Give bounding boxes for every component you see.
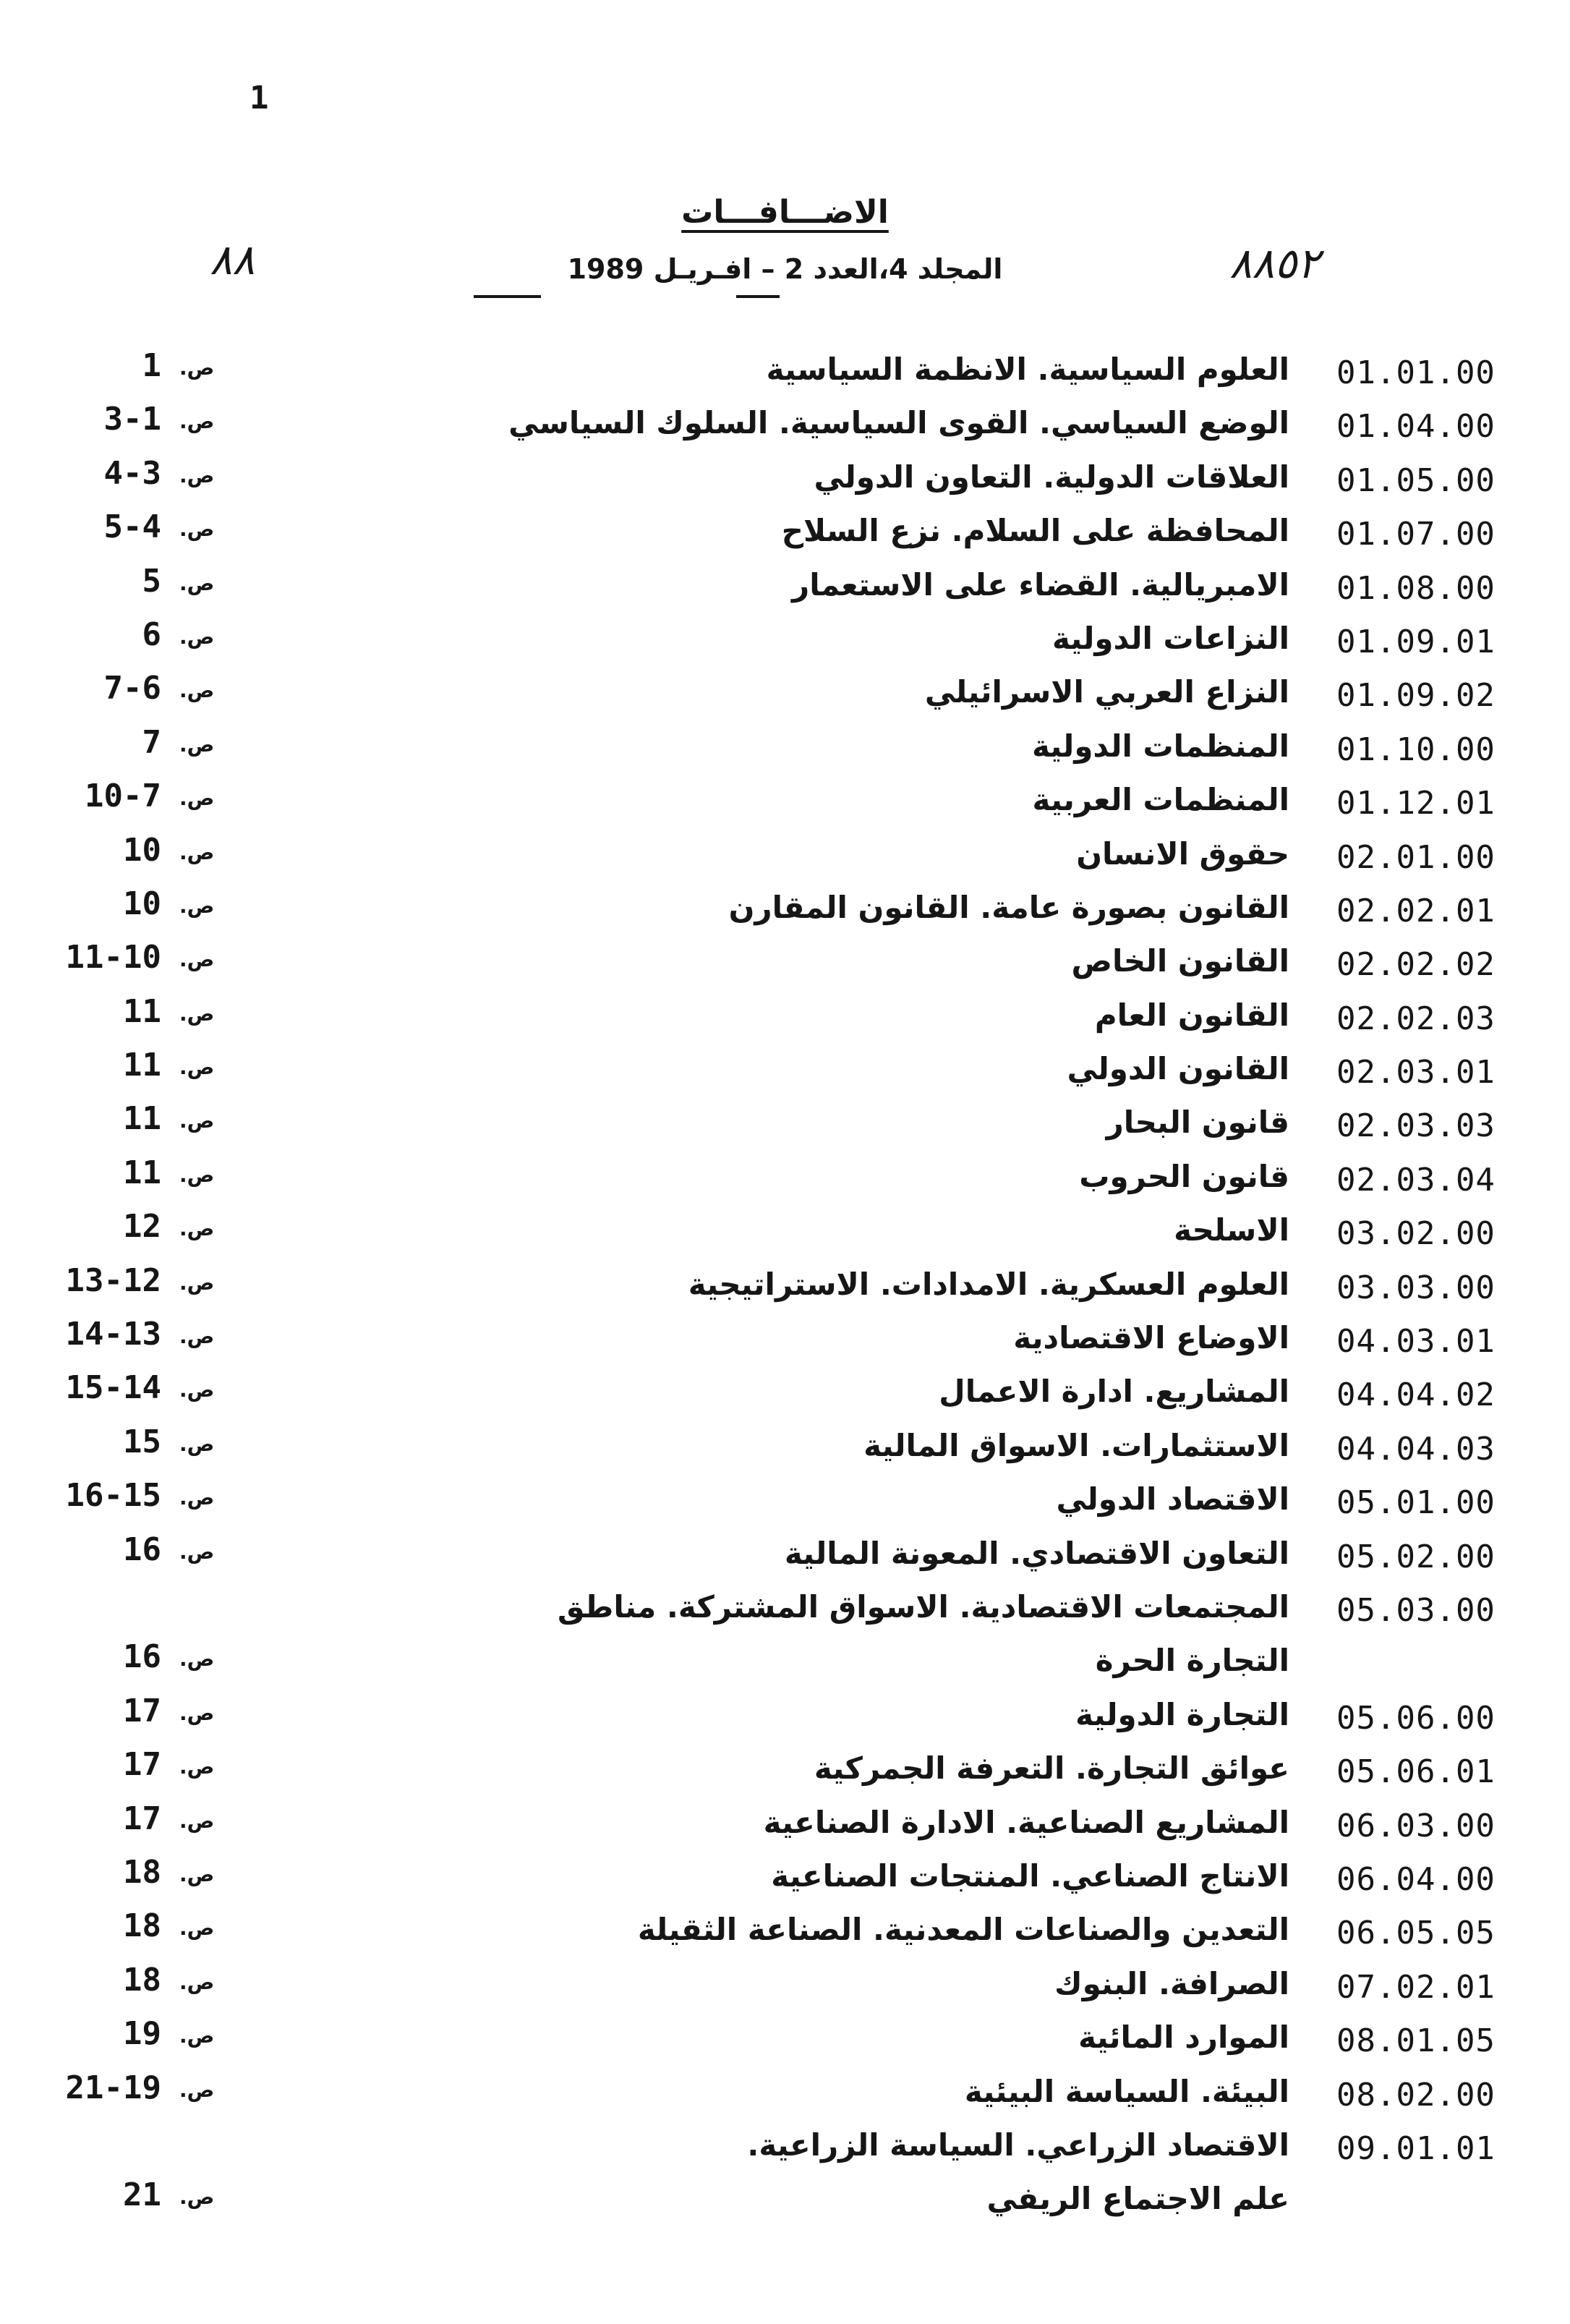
contents-row bbox=[0, 1477, 1570, 1531]
page-marker: ص. bbox=[179, 1001, 215, 1026]
classification-code: 05.06.01 bbox=[1336, 1753, 1496, 1791]
subject-label: البيئة. السياسة البيئية bbox=[964, 2073, 1289, 2109]
classification-code: 02.01.00 bbox=[1336, 838, 1496, 876]
page-marker: ص. bbox=[179, 893, 215, 918]
page-range: 11 bbox=[123, 992, 161, 1030]
contents-row bbox=[0, 1316, 1570, 1369]
page-marker: ص. bbox=[179, 1539, 215, 1564]
contents-row bbox=[0, 347, 1570, 401]
page-marker: ص. bbox=[179, 1970, 215, 1994]
classification-code: 06.05.05 bbox=[1336, 1915, 1496, 1952]
contents-row bbox=[0, 2176, 1570, 2230]
contents-row bbox=[0, 1854, 1570, 1907]
contents-row bbox=[0, 508, 1570, 562]
page-marker: ص. bbox=[179, 678, 215, 703]
page-title-text: الاضـــافـــات bbox=[681, 194, 889, 231]
page-range: 16-15 bbox=[65, 1477, 161, 1515]
page-marker: ص. bbox=[179, 1270, 215, 1295]
contents-list bbox=[0, 347, 1570, 2231]
page-marker: ص. bbox=[179, 356, 215, 380]
page-number: 1 bbox=[249, 80, 269, 116]
subject-label: المشاريع. ادارة الاعمال bbox=[939, 1374, 1289, 1410]
page-range: 10 bbox=[123, 831, 161, 869]
classification-code: 06.03.00 bbox=[1336, 1807, 1496, 1844]
page-marker: ص. bbox=[179, 1055, 215, 1080]
subject-label: القانون بصورة عامة. القانون المقارن bbox=[728, 889, 1289, 925]
contents-row bbox=[0, 778, 1570, 831]
page-range: 5 bbox=[142, 562, 161, 600]
page-marker: ص. bbox=[179, 2077, 215, 2102]
classification-code: 02.02.02 bbox=[1336, 946, 1496, 984]
contents-row bbox=[0, 563, 1570, 616]
subject-label: التجارة الدولية bbox=[1075, 1696, 1289, 1732]
subject-label: الامبريالية. القضاء على الاستعمار bbox=[792, 566, 1289, 603]
contents-row bbox=[0, 670, 1570, 723]
page-marker: ص. bbox=[179, 1862, 215, 1886]
subject-label: العلوم السياسية. الانظمة السياسية bbox=[766, 352, 1289, 387]
subtitle-underline bbox=[474, 295, 541, 298]
contents-row bbox=[0, 1531, 1570, 1585]
page-range: 17 bbox=[123, 1746, 161, 1784]
classification-code: 02.02.01 bbox=[1336, 892, 1496, 929]
classification-code: 05.03.00 bbox=[1336, 1591, 1496, 1629]
page-marker: ص. bbox=[179, 1324, 215, 1349]
page-marker: ص. bbox=[179, 1647, 215, 1672]
contents-row bbox=[0, 2069, 1570, 2123]
contents-row bbox=[0, 401, 1570, 454]
page-marker: ص. bbox=[179, 732, 215, 757]
subject-label: التعاون الاقتصادي. المعونة المالية bbox=[784, 1535, 1289, 1571]
page-range: 21-19 bbox=[65, 2069, 161, 2106]
page-range: 3-1 bbox=[103, 401, 161, 438]
page-marker: ص. bbox=[179, 1109, 215, 1133]
subject-label: الاوضاع الاقتصادية bbox=[1013, 1320, 1289, 1356]
subject-label: قانون البحار bbox=[1106, 1104, 1289, 1141]
subject-label: القانون الدولي bbox=[1067, 1051, 1289, 1087]
classification-code: 01.04.00 bbox=[1336, 408, 1496, 446]
classification-code: 01.09.01 bbox=[1336, 623, 1496, 660]
classification-code: 06.04.00 bbox=[1336, 1860, 1496, 1898]
contents-row bbox=[0, 1746, 1570, 1800]
classification-code: 01.07.00 bbox=[1336, 516, 1496, 553]
contents-row bbox=[0, 1423, 1570, 1477]
page-marker: ص. bbox=[179, 624, 215, 649]
subject-label: العلاقات الدولية. التعاون الدولي bbox=[814, 459, 1289, 495]
classification-code: 02.03.03 bbox=[1336, 1107, 1496, 1145]
page-marker: ص. bbox=[179, 1916, 215, 1941]
subject-label: علم الاجتماع الريفي bbox=[986, 2181, 1289, 2217]
page-marker: ص. bbox=[179, 1486, 215, 1510]
page-marker: ص. bbox=[179, 786, 215, 811]
contents-row bbox=[0, 1962, 1570, 2015]
contents-row bbox=[0, 832, 1570, 885]
classification-code: 03.02.00 bbox=[1336, 1215, 1496, 1253]
subject-label: المنظمات العربية bbox=[1032, 782, 1289, 818]
page-marker: ص. bbox=[179, 840, 215, 864]
contents-row bbox=[0, 1262, 1570, 1316]
page-marker: ص. bbox=[179, 948, 215, 972]
classification-code: 04.04.02 bbox=[1336, 1376, 1496, 1414]
page-range: 18 bbox=[123, 1907, 161, 1945]
page-range: 16 bbox=[123, 1531, 161, 1568]
subject-label: العلوم العسكرية. الامدادات. الاستراتيجية bbox=[688, 1266, 1289, 1302]
contents-row bbox=[0, 1638, 1570, 1692]
page-marker: ص. bbox=[179, 1701, 215, 1725]
page-range: 17 bbox=[123, 1800, 161, 1837]
page-range: 5-4 bbox=[103, 508, 161, 546]
contents-row bbox=[0, 993, 1570, 1047]
page-range: 4-3 bbox=[103, 454, 161, 492]
page-range: 6 bbox=[142, 616, 161, 653]
contents-row bbox=[0, 455, 1570, 508]
contents-row bbox=[0, 939, 1570, 992]
page-range: 10-7 bbox=[85, 778, 161, 815]
subject-label: المنظمات الدولية bbox=[1031, 728, 1289, 764]
subject-label: الانتاج الصناعي. المنتجات الصناعية bbox=[771, 1857, 1289, 1894]
subject-label: القانون الخاص bbox=[1071, 943, 1289, 979]
classification-code: 02.03.04 bbox=[1336, 1161, 1496, 1199]
subject-label: عوائق التجارة. التعرفة الجمركية bbox=[814, 1750, 1289, 1787]
page-range: 11-10 bbox=[65, 939, 161, 976]
classification-code: 05.02.00 bbox=[1336, 1538, 1496, 1575]
subtitle-underline bbox=[736, 295, 780, 298]
page-range: 21 bbox=[123, 2176, 161, 2214]
subject-label: النزاعات الدولية bbox=[1051, 620, 1289, 656]
subject-label: التعدين والصناعات المعدنية. الصناعة الثقيلة bbox=[637, 1912, 1289, 1948]
page-range: 19 bbox=[123, 2015, 161, 2053]
page-range: 11 bbox=[123, 1100, 161, 1138]
subject-label: الوضع السياسي. القوى السياسية. السلوك السياسي bbox=[508, 405, 1289, 441]
page-range: 11 bbox=[123, 1154, 161, 1191]
page-range: 14-13 bbox=[65, 1316, 161, 1353]
subject-label: الموارد المائية bbox=[1078, 2019, 1289, 2056]
page-marker: ص. bbox=[179, 409, 215, 434]
contents-row bbox=[0, 616, 1570, 670]
contents-row bbox=[0, 885, 1570, 939]
page-marker: ص. bbox=[179, 2024, 215, 2048]
classification-code: 05.06.00 bbox=[1336, 1699, 1496, 1737]
subject-label: حقوق الانسان bbox=[1076, 835, 1289, 872]
subject-label: الاقتصاد الدولي bbox=[1056, 1481, 1289, 1518]
classification-code: 05.01.00 bbox=[1336, 1484, 1496, 1522]
contents-row bbox=[0, 1907, 1570, 1961]
classification-code: 02.02.03 bbox=[1336, 1000, 1496, 1037]
contents-row bbox=[0, 1585, 1570, 1638]
page-range: 16 bbox=[123, 1638, 161, 1676]
page-range: 1 bbox=[142, 347, 161, 384]
subject-label: المجتمعات الاقتصادية. الاسواق المشتركة. مناطق bbox=[557, 1588, 1289, 1625]
classification-code: 01.01.00 bbox=[1336, 354, 1496, 391]
page-marker: ص. bbox=[179, 1808, 215, 1833]
contents-row bbox=[0, 2123, 1570, 2176]
subject-label: الاستثمارات. الاسواق المالية bbox=[863, 1427, 1289, 1463]
classification-code: 03.03.00 bbox=[1336, 1269, 1496, 1306]
contents-row bbox=[0, 1369, 1570, 1423]
subject-label: الصرافة. البنوك bbox=[1054, 1965, 1289, 2001]
page-range: 7 bbox=[142, 723, 161, 761]
contents-row bbox=[0, 724, 1570, 778]
subject-label: المشاريع الصناعية. الادارة الصناعية bbox=[763, 1804, 1289, 1840]
contents-row bbox=[0, 1154, 1570, 1208]
classification-code: 01.09.02 bbox=[1336, 677, 1496, 715]
classification-code: 08.01.05 bbox=[1336, 2022, 1496, 2060]
classification-code: 09.01.01 bbox=[1336, 2129, 1496, 2167]
subject-label: الاقتصاد الزراعي. السياسة الزراعية. bbox=[747, 2127, 1289, 2163]
contents-row bbox=[0, 1208, 1570, 1261]
classification-code: 01.10.00 bbox=[1336, 731, 1496, 768]
classification-code: 04.03.01 bbox=[1336, 1323, 1496, 1361]
classification-code: 04.04.03 bbox=[1336, 1430, 1496, 1468]
contents-row bbox=[0, 1693, 1570, 1746]
classification-code: 01.05.00 bbox=[1336, 461, 1496, 499]
contents-row bbox=[0, 2015, 1570, 2069]
page-marker: ص. bbox=[179, 1162, 215, 1187]
contents-row bbox=[0, 1100, 1570, 1154]
page-range: 12 bbox=[123, 1208, 161, 1246]
handwritten-note-left: ٨٨ bbox=[210, 235, 255, 284]
page-marker: ص. bbox=[179, 1431, 215, 1456]
page-marker: ص. bbox=[179, 1755, 215, 1779]
page-range: 18 bbox=[123, 1961, 161, 1999]
page-marker: ص. bbox=[179, 571, 215, 595]
contents-row bbox=[0, 1800, 1570, 1854]
page-marker: ص. bbox=[179, 1378, 215, 1403]
subject-label: القانون العام bbox=[1094, 997, 1289, 1033]
page-marker: ص. bbox=[179, 463, 215, 488]
handwritten-note-right: ٨٨٥٢ bbox=[1229, 239, 1320, 288]
subject-label: الاسلحة bbox=[1174, 1212, 1289, 1248]
page-range: 10 bbox=[123, 885, 161, 922]
page-range: 18 bbox=[123, 1853, 161, 1891]
contents-row bbox=[0, 1047, 1570, 1100]
page-range: 15-14 bbox=[65, 1369, 161, 1407]
page-range: 15 bbox=[123, 1423, 161, 1460]
page-marker: ص. bbox=[179, 1217, 215, 1241]
page-range: 7-6 bbox=[103, 670, 161, 707]
classification-code: 02.03.01 bbox=[1336, 1054, 1496, 1091]
page-marker: ص. bbox=[179, 517, 215, 542]
classification-code: 01.12.01 bbox=[1336, 785, 1496, 822]
classification-code: 01.08.00 bbox=[1336, 569, 1496, 607]
classification-code: 07.02.01 bbox=[1336, 1968, 1496, 2006]
page-range: 11 bbox=[123, 1047, 161, 1084]
page-marker: ص. bbox=[179, 2185, 215, 2210]
page-range: 13-12 bbox=[65, 1261, 161, 1299]
page-title bbox=[0, 194, 1570, 231]
issue-subtitle-text: المجلد 4،العدد 2 – افـريـل 1989 bbox=[567, 253, 1003, 285]
classification-code: 08.02.00 bbox=[1336, 2076, 1496, 2114]
subject-label: التجارة الحرة bbox=[1095, 1643, 1289, 1679]
page-range: 17 bbox=[123, 1692, 161, 1729]
subject-label: المحافظة على السلام. نزع السلاح bbox=[781, 513, 1289, 549]
subject-label: النزاع العربي الاسرائيلي bbox=[924, 674, 1289, 710]
subject-label: قانون الحروب bbox=[1079, 1158, 1289, 1194]
